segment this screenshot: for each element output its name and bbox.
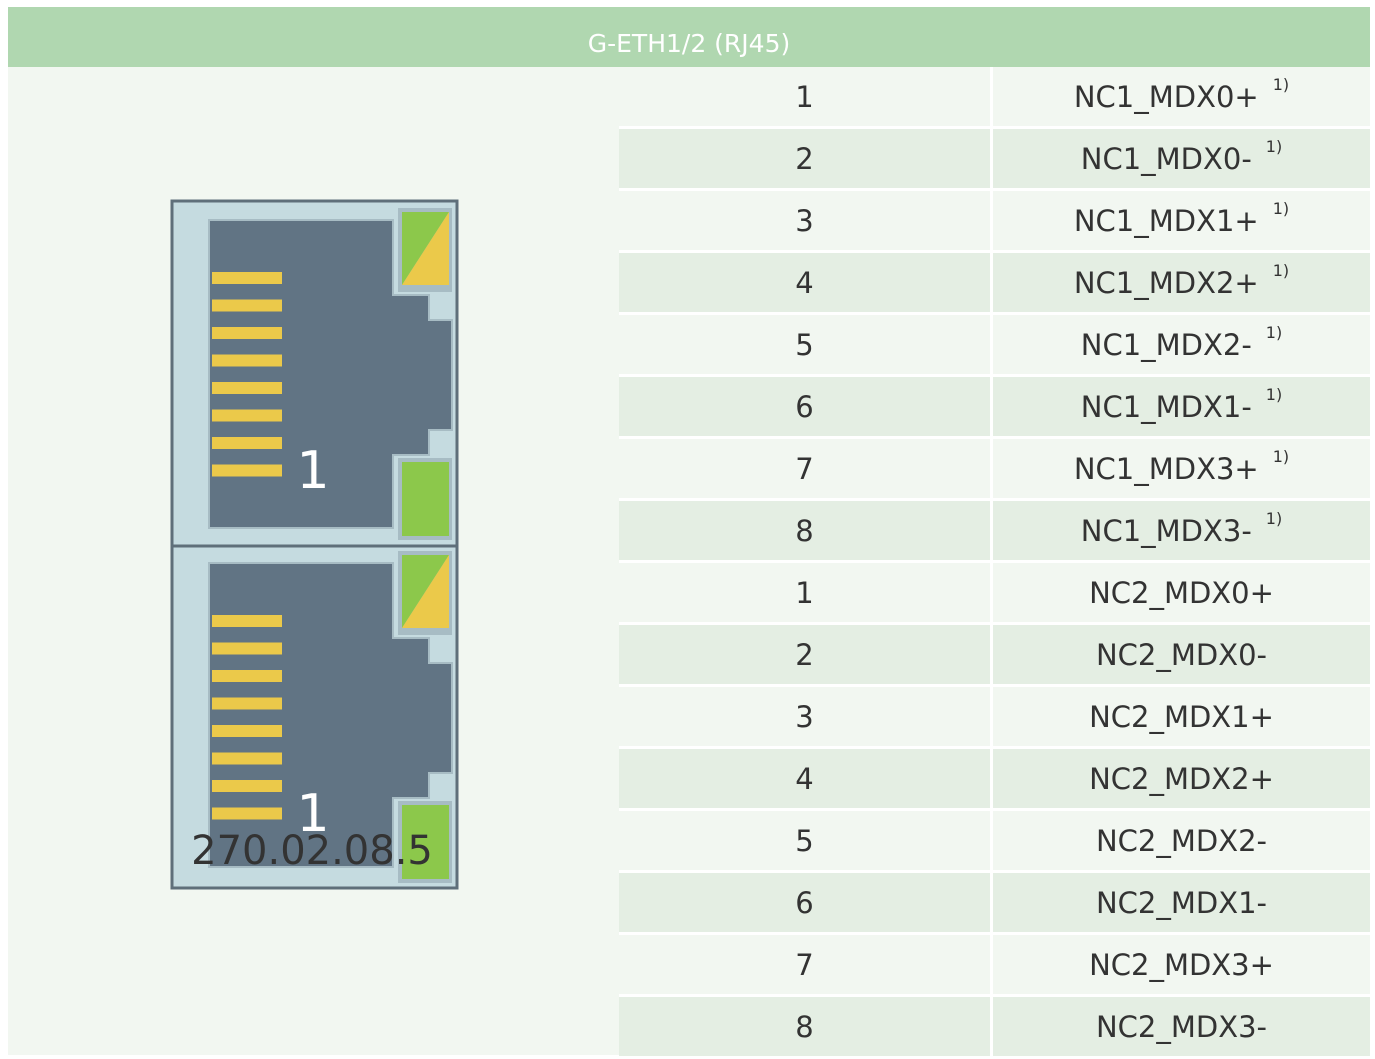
table-row <box>619 687 1370 749</box>
table-row <box>619 191 1370 253</box>
pin-contact <box>212 355 282 367</box>
pin-signal-cell <box>993 563 1370 625</box>
table-row <box>619 625 1370 687</box>
pin-number: 1 <box>619 563 993 625</box>
pin-signal-cell <box>993 873 1370 935</box>
pin-contact <box>212 272 282 284</box>
table-row <box>619 377 1370 439</box>
rj45-port-upper <box>172 201 457 546</box>
pin-contact <box>212 780 282 792</box>
pin-signal: NC1_MDX0+ <box>1073 79 1259 114</box>
rj45-connector-diagram <box>168 130 463 895</box>
pin-signal-cell <box>993 749 1370 811</box>
pin-contact <box>212 300 282 312</box>
pin-number: 3 <box>619 191 993 253</box>
footnote-marker: 1) <box>1265 323 1283 342</box>
pin-number: 6 <box>619 873 993 935</box>
pin-number: 8 <box>619 997 993 1059</box>
footnote-marker: 1) <box>1272 261 1290 280</box>
pin-signal: NC2_MDX3- <box>1095 1009 1268 1044</box>
part-number: 270.02.08.5 <box>191 828 433 874</box>
table-row <box>619 563 1370 625</box>
pin-signal: NC1_MDX2+ <box>1073 265 1259 300</box>
pin-signal: NC2_MDX1+ <box>1089 699 1274 734</box>
table-row <box>619 439 1370 501</box>
pin-signal-cell <box>993 811 1370 873</box>
pin-signal-cell <box>993 67 1370 129</box>
pin-assignment-table <box>619 67 1370 1059</box>
table-row <box>619 253 1370 315</box>
pin-contact <box>212 670 282 682</box>
table-row <box>619 129 1370 191</box>
pin-contact <box>212 410 282 422</box>
table-row <box>619 67 1370 129</box>
pin-contact <box>212 725 282 737</box>
footnote-marker: 1) <box>1265 509 1283 528</box>
pin-signal-cell <box>993 315 1370 377</box>
pin-number: 4 <box>619 749 993 811</box>
pin-contact <box>212 808 282 820</box>
link-led-green <box>402 462 449 536</box>
pin-number: 2 <box>619 625 993 687</box>
pin-signal: NC1_MDX1+ <box>1073 203 1259 238</box>
pin-number: 4 <box>619 253 993 315</box>
pin-signal: NC2_MDX3+ <box>1089 947 1274 982</box>
table-row <box>619 935 1370 997</box>
pin-number: 7 <box>619 439 993 501</box>
pin-signal-cell <box>993 687 1370 749</box>
pin-signal: NC1_MDX0- <box>1080 141 1252 176</box>
port-pin1-marker: 1 <box>296 441 330 501</box>
pin-number: 8 <box>619 501 993 563</box>
pin-contact <box>212 753 282 765</box>
pin-signal-cell <box>993 129 1370 191</box>
pin-number: 7 <box>619 935 993 997</box>
pin-signal-cell <box>993 997 1370 1059</box>
pin-signal: NC1_MDX1- <box>1080 389 1252 424</box>
table-row <box>619 811 1370 873</box>
pin-contact <box>212 382 282 394</box>
footnote-marker: 1) <box>1265 137 1283 156</box>
pin-signal-cell <box>993 439 1370 501</box>
pin-signal-cell <box>993 935 1370 997</box>
pin-signal-cell <box>993 191 1370 253</box>
pin-signal: NC2_MDX0- <box>1095 637 1268 672</box>
table-row <box>619 315 1370 377</box>
pin-signal-cell <box>993 377 1370 439</box>
pin-signal-cell <box>993 625 1370 687</box>
pin-number: 1 <box>619 67 993 129</box>
pin-number: 3 <box>619 687 993 749</box>
pin-contact <box>212 465 282 477</box>
table-row <box>619 749 1370 811</box>
pin-contact <box>212 437 282 449</box>
pin-signal: NC1_MDX2- <box>1080 327 1252 362</box>
pin-number: 6 <box>619 377 993 439</box>
table-row <box>619 997 1370 1059</box>
pin-signal: NC2_MDX2- <box>1095 823 1268 858</box>
pin-contact <box>212 698 282 710</box>
pin-signal: NC2_MDX1- <box>1095 885 1268 920</box>
footnote-marker: 1) <box>1272 199 1290 218</box>
footnote-marker: 1) <box>1265 385 1283 404</box>
pin-signal: NC2_MDX0+ <box>1089 575 1274 610</box>
pin-signal: NC1_MDX3+ <box>1073 451 1259 486</box>
pin-signal: NC1_MDX3- <box>1080 513 1252 548</box>
pin-signal-cell <box>993 501 1370 563</box>
connector-title: G-ETH1/2 (RJ45) <box>8 7 1370 67</box>
table-row <box>619 873 1370 935</box>
pin-number: 5 <box>619 811 993 873</box>
pin-signal: NC2_MDX2+ <box>1089 761 1274 796</box>
footnote-marker: 1) <box>1272 75 1290 94</box>
pin-signal-cell <box>993 253 1370 315</box>
footnote-marker: 1) <box>1272 447 1290 466</box>
pin-number: 5 <box>619 315 993 377</box>
pin-contact <box>212 327 282 339</box>
pin-number: 2 <box>619 129 993 191</box>
table-row <box>619 501 1370 563</box>
port-pin1-marker: 1 <box>296 784 330 844</box>
pin-contact <box>212 615 282 627</box>
pin-contact <box>212 643 282 655</box>
